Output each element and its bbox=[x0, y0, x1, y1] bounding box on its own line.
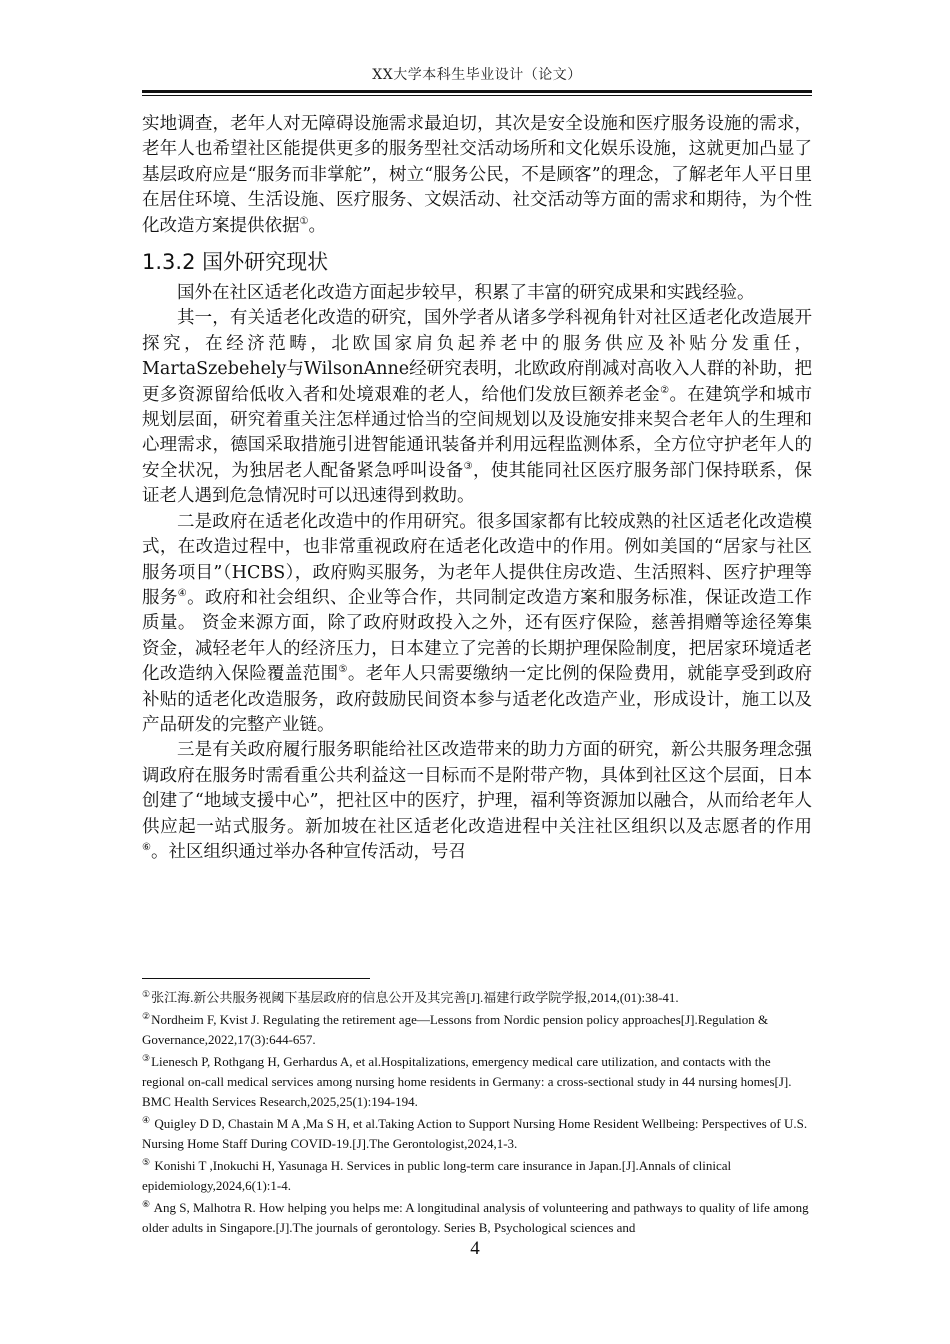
footnote-5: ⑤ Konishi T ,Inokuchi H, Yasunaga H. Services in public long-term care insurance in Japan.[J].Annals of clinical epidemiology,2024,6(1):1-4. bbox=[142, 1156, 732, 1193]
footnote-ref-1[interactable]: ① bbox=[299, 215, 309, 227]
page-number: 4 bbox=[470, 1238, 480, 1259]
footnote-6: ⑥ Ang S, Malhotra R. How helping you helps me: A longitudinal analysis of volunteering and pathways to quality of life among older adults in Singapore.[J].The journals of gerontology. Series B, Psychological sciences and bbox=[142, 1198, 809, 1235]
footnote-ref-2[interactable]: ② bbox=[660, 384, 670, 396]
footnote-3: ③Lienesch P, Rothgang H, Gerhardus A, et al.Hospitalizations, emergency medical care utilization, and contacts with the regional on-call medical services among nursing home residents in Germany: a cross-sectional study in 44 nursing homes[J]. BMC Health Services Research,2025,25(1):194-194. bbox=[142, 1052, 792, 1109]
footnote-ref-6[interactable]: ⑥ bbox=[142, 842, 151, 854]
paragraph-continuation: 实地调查，老年人对无障碍设施需求最迫切，其次是安全设施和医疗服务设施的需求，老年人也希望社区能提供更多的服务型社交活动场所和文化娱乐设施，这就更加凸显了基层政府应是“服务而非掌舵”，树立“服务公民，不是顾客”的理念，了解老年人平日里在居住环境、生活设施、医疗服务、文娱活动、社交活动等方面的需求和期待，为个性化改造方案提供依据①。 bbox=[142, 114, 812, 236]
footnotes bbox=[142, 988, 812, 1238]
body-text bbox=[142, 112, 812, 865]
footnote-ref-4[interactable]: ④ bbox=[177, 588, 188, 600]
footnote-4: ④ Quigley D D, Chastain M A ,Ma S H, et al.Taking Action to Support Nursing Home Resident Wellbeing: Perspectives of U.S. Nursing Home Staff During COVID-19.[J].The Gerontologist,2024,1-3. bbox=[142, 1114, 808, 1151]
header-rule-thick bbox=[142, 90, 812, 93]
footnote-1: ①张江海.新公共服务视阈下基层政府的信息公开及其完善[J].福建行政学院学报,2014,(01):38-41. bbox=[142, 988, 679, 1005]
paragraph-third-point: 三是有关政府履行服务职能给社区改造带来的助力方面的研究，新公共服务理念强调政府在服务时需看重公共利益这一目标而不是附带产物，具体到社区这个层面，日本创建了“地域支援中心”，把社区中的医疗，护理，福利等资源加以融合，从而给老年人供应起一站式服务。新加坡在社区适老化改造进程中关注社区组织以及志愿者的作用⑥。社区组织通过举办各种宣传活动，号召 bbox=[142, 740, 812, 862]
footnote-2: ②Nordheim F, Kvist J. Regulating the retirement age—Lessons from Nordic pension policy approaches[J].Regulation & Governance,2022,17(3):644-657. bbox=[142, 1010, 769, 1047]
running-header: XX大学本科生毕业设计（论文） bbox=[372, 67, 582, 83]
paragraph-second-point: 二是政府在适老化改造中的作用研究。很多国家都有比较成熟的社区适老化改造模式，在改造过程中，也非常重视政府在适老化改造中的作用。例如美国的“居家与社区服务项目”（HCBS），政府购买服务，为老年人提供住房改造、生活照料、医疗护理等服务④。政府和社会组织、企业等合作，共同制定改造方案和服务标准，保证改造工作质量。 资金来源方面，除了政府财政投入之外，还有医疗保险，慈善捐赠等途径筹集资金，减轻老年人的经济压力，日本建立了完善的长期护理保险制度，把居家环境适老化改造纳入保险覆盖范围⑤。老年人只需要缴纳一定比例的保险费用，就能享受到政府补贴的适老化改造服务，政府鼓励民间资本参与适老化改造产业，形成设计，施工以及产品研发的完整产业链。 bbox=[142, 511, 813, 735]
paragraph-first-point: 其一，有关适老化改造的研究，国外学者从诸多学科视角针对社区适老化改造展开探究，在经济范畴，北欧国家肩负起养老中的服务供应及补贴分发重任，MartaSzebehely与WilsonAnne经研究表明，北欧政府削减对高收入人群的补助，把更多资源留给低收入者和处境艰难的老人，给他们发放巨额养老金②。在建筑学和城市规划层面，研究着重关注怎样通过恰当的空间规划以及设施安排来契合老年人的生理和心理需求，德国采取措施引进智能通讯装备并利用远程监测体系，全方位守护老年人的安全状况，为独居老人配备紧急呼叫设备③，使其能同社区医疗服务部门保持联系，保证老人遇到危急情况时可以迅速得到救助。 bbox=[142, 308, 813, 507]
header-rule-thin bbox=[142, 95, 812, 96]
footnote-ref-5[interactable]: ⑤ bbox=[338, 664, 348, 676]
section-heading: 1.3.2 国外研究现状 bbox=[142, 250, 329, 275]
paragraph-intro: 国外在社区适老化改造方面起步较早，积累了丰富的研究成果和实践经验。 bbox=[177, 283, 755, 304]
footnote-ref-3[interactable]: ③ bbox=[463, 461, 473, 473]
footnote-separator bbox=[142, 978, 370, 979]
